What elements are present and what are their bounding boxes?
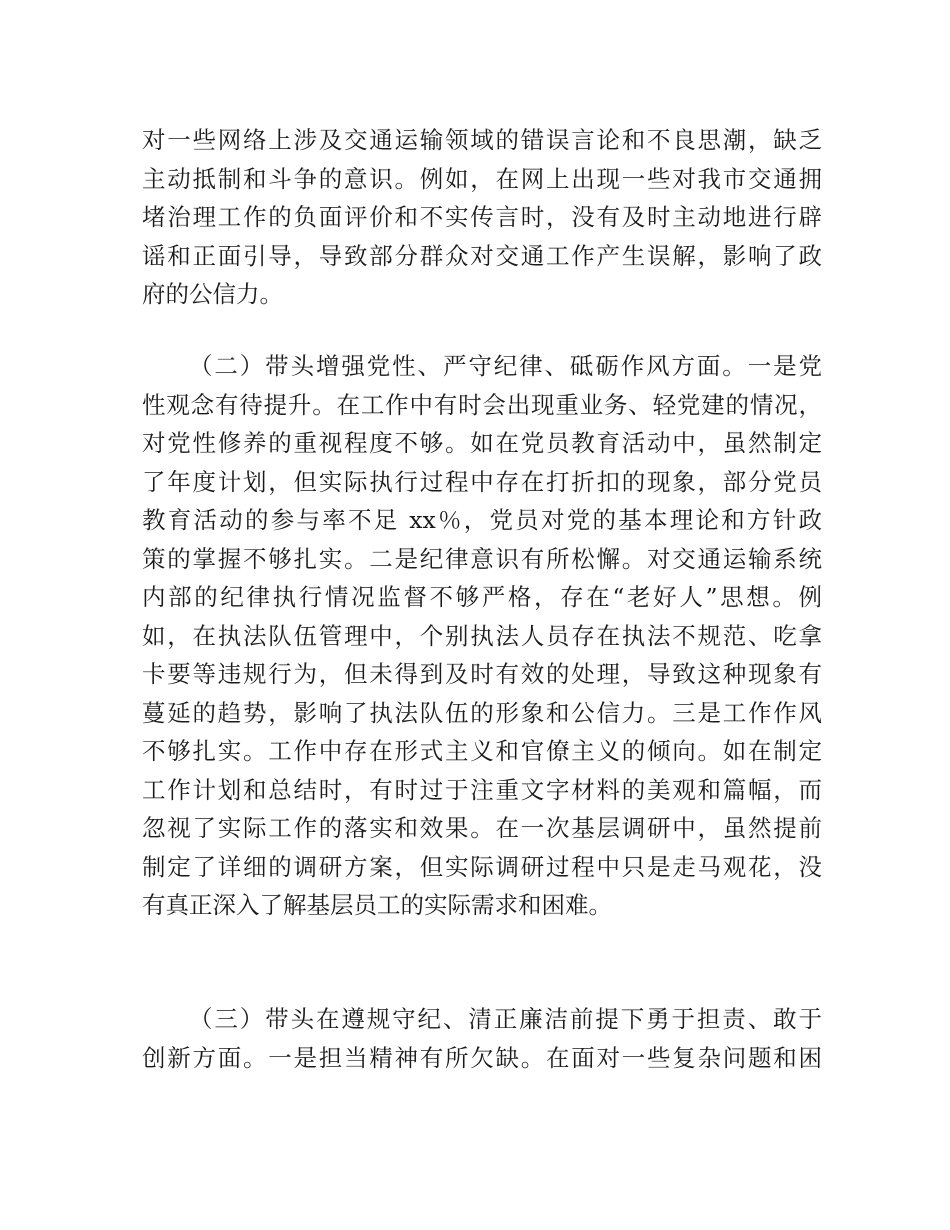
paragraph-2: [142, 347, 822, 925]
paragraph-line: （二）带头增强党性、严守纪律、砥砺作风方面。一是党: [189, 352, 822, 380]
paragraph-line: 府的公信力。: [142, 280, 283, 308]
paragraph-line: 不够扎实。工作中存在形式主义和官僚主义的倾向。如在制定: [142, 737, 822, 765]
paragraph-line: 内部的纪律执行情况监督不够严格，存在“老好人”思想。例: [142, 583, 822, 611]
paragraph-line: 对一些网络上涉及交通运输领域的错误言论和不良思潮，缺乏: [142, 126, 822, 154]
paragraph-line: 主动抵制和斗争的意识。例如，在网上出现一些对我市交通拥: [142, 164, 822, 193]
paragraph-line: 如，在执法队伍管理中，个别执法人员存在执法不规范、吃拿: [142, 621, 822, 650]
paragraph-line: 教育活动的参与率不足 xx％，党员对党的基本理论和方针政: [142, 506, 822, 534]
paragraph-line: 堵治理工作的负面评价和不实传言时，没有及时主动地进行辟: [142, 203, 822, 231]
paragraph-line: 忽视了实际工作的落实和效果。在一次基层调研中，虽然提前: [142, 814, 822, 842]
paragraph-line: 创新方面。一是担当精神有所欠缺。在面对一些复杂问题和困: [142, 1043, 822, 1072]
paragraph-line: 策的掌握不够扎实。二是纪律意识有所松懈。对交通运输系统: [142, 544, 822, 573]
paragraph-1: [142, 121, 822, 314]
paragraph-3: [142, 1000, 822, 1077]
paragraph-line: 制定了详细的调研方案，但实际调研过程中只是走马观花，没: [142, 852, 822, 881]
paragraph-line: 工作计划和总结时，有时过于注重文字材料的美观和篇幅，而: [142, 775, 822, 804]
paragraph-line: （三）带头在遵规守纪、清正廉洁前提下勇于担责、敢于: [189, 1005, 822, 1033]
paragraph-line: 卡要等违规行为，但未得到及时有效的处理，导致这种现象有: [142, 660, 822, 688]
paragraph-line: 性观念有待提升。在工作中有时会出现重业务、轻党建的情况，: [142, 390, 822, 419]
paragraph-line: 对党性修养的重视程度不够。如在党员教育活动中，虽然制定: [142, 429, 822, 457]
paragraph-line: 蔓延的趋势，影响了执法队伍的形象和公信力。三是工作作风: [142, 698, 822, 727]
paragraph-line: 了年度计划，但实际执行过程中存在打折扣的现象，部分党员: [142, 467, 822, 496]
paragraph-line: 有真正深入了解基层员工的实际需求和困难。: [142, 891, 612, 919]
paragraph-line: 谣和正面引导，导致部分群众对交通工作产生误解，影响了政: [142, 241, 822, 270]
